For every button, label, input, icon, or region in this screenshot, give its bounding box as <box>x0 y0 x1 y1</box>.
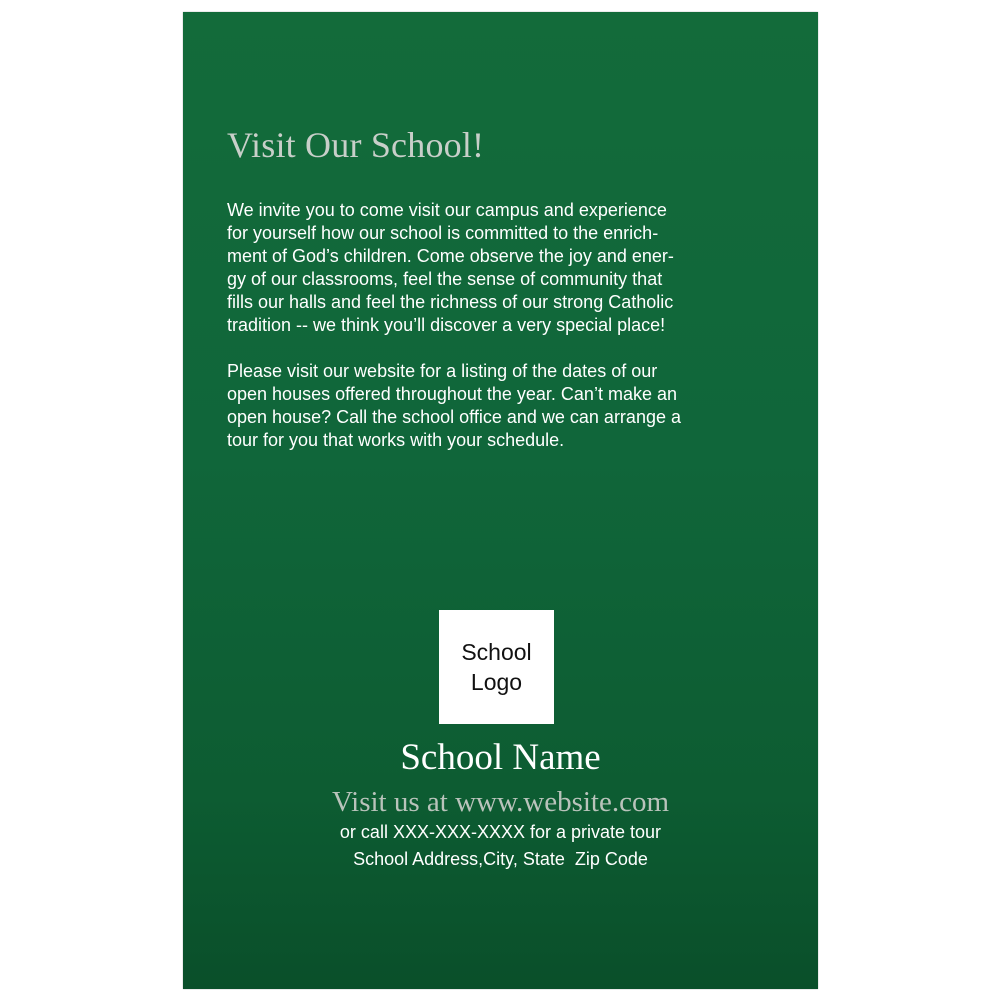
paragraph-line: ment of God’s children. Come observe the joy and ener- <box>227 246 674 266</box>
phone-line: or call XXX-XXX-XXXX for a private tour <box>339 822 662 842</box>
open-house-paragraph <box>227 360 787 452</box>
paragraph-line: tradition -- we think you’ll discover a very special place! <box>227 315 666 335</box>
invitation-paragraph <box>227 199 787 337</box>
school-logo-placeholder <box>439 610 554 724</box>
flyer-page <box>183 12 818 989</box>
logo-text-line: Logo <box>470 669 523 695</box>
paragraph-line: fills our halls and feel the richness of our strong Catholic <box>227 292 674 312</box>
paragraph-line: We invite you to come visit our campus and experience <box>227 200 667 220</box>
paragraph-line: Please visit our website for a listing of the dates of our <box>227 361 658 381</box>
paragraph-line: open house? Call the school office and we can arrange a <box>227 407 681 427</box>
paragraph-line: open houses offered throughout the year. Can’t make an <box>227 384 677 404</box>
school-name: School Name <box>400 737 601 778</box>
paragraph-line: for yourself how our school is committed to the enrich- <box>227 223 659 243</box>
page-title: Visit Our School! <box>227 125 485 165</box>
logo-text-line: School <box>461 639 532 665</box>
paragraph-line: tour for you that works with your schedule. <box>227 430 565 450</box>
website-line: Visit us at www.website.com <box>331 786 670 818</box>
paragraph-line: gy of our classrooms, feel the sense of community that <box>227 269 663 289</box>
address-line: School Address,City, State Zip Code <box>353 849 648 869</box>
